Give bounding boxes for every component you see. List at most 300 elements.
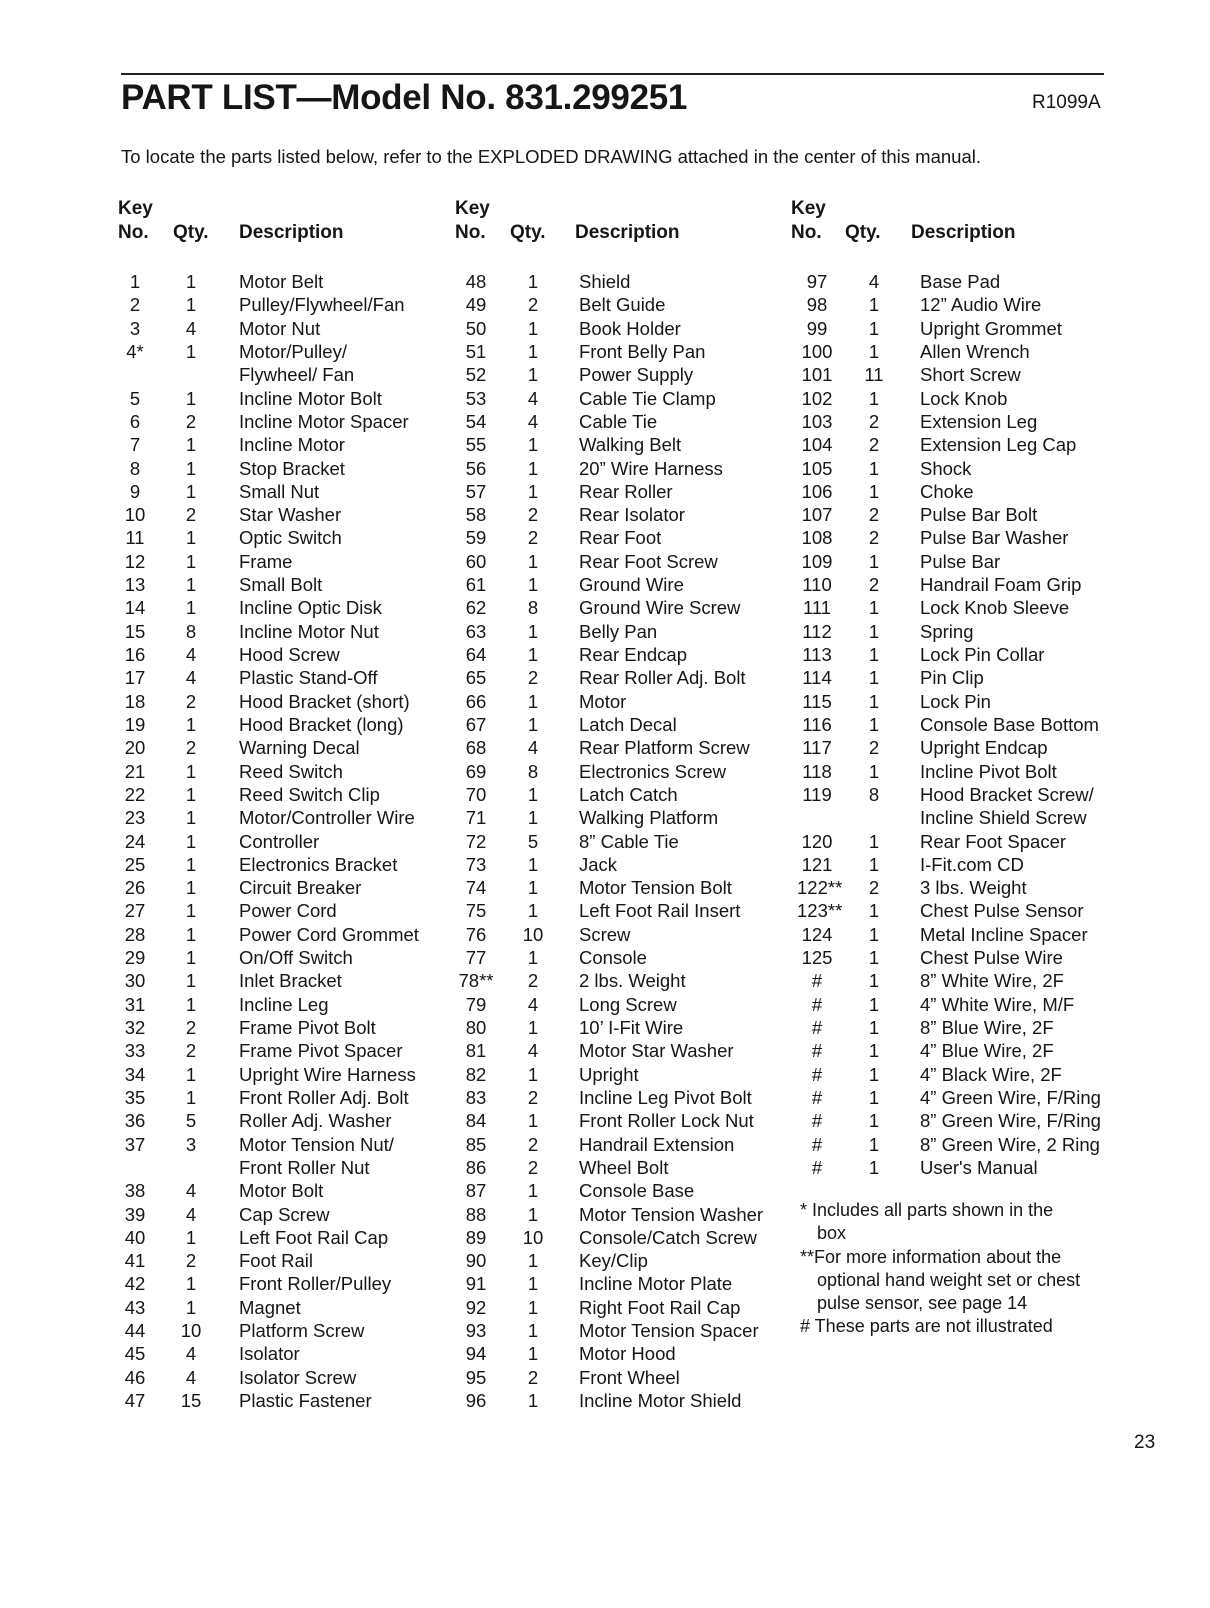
part-description: Controller: [239, 830, 320, 852]
part-key-number: 112: [802, 620, 832, 642]
part-key-number: 122**: [797, 877, 843, 899]
part-quantity: 1: [527, 1343, 539, 1365]
part-quantity: 1: [185, 713, 197, 735]
header-description-1: Description: [239, 222, 344, 243]
part-quantity: 2: [868, 877, 880, 899]
footnote-not-illustrated: # These parts are not illustrated: [800, 1316, 1053, 1337]
part-key-number: 83: [465, 1086, 487, 1108]
part-quantity: 1: [527, 900, 539, 922]
part-description: Pin Clip: [920, 667, 984, 689]
part-key-number: #: [811, 1110, 823, 1132]
part-quantity: 1: [185, 480, 197, 502]
part-key-number: #: [811, 1017, 823, 1038]
part-description: Incline Motor Shield: [579, 1390, 742, 1411]
part-quantity: 1: [185, 853, 197, 875]
part-description: Frame Pivot Bolt: [239, 1017, 376, 1038]
part-key-number: 37: [124, 1133, 146, 1155]
part-key-number: 47: [124, 1390, 146, 1411]
part-key-number: 117: [802, 737, 832, 759]
part-quantity: 1: [868, 457, 880, 479]
part-description: Motor/Pulley/: [239, 340, 347, 362]
part-description: Belt Guide: [579, 294, 666, 316]
part-quantity: 8: [868, 783, 880, 805]
part-key-number: 14: [124, 597, 146, 619]
part-quantity: 1: [185, 900, 197, 922]
part-description: Console: [579, 947, 647, 969]
part-key-number: 67: [465, 713, 487, 735]
part-key-number: #: [811, 1086, 823, 1108]
part-description: 8” Green Wire, 2 Ring: [920, 1133, 1100, 1155]
part-quantity: 1: [868, 1063, 880, 1085]
part-description: Wheel Bolt: [579, 1156, 669, 1178]
part-key-number: 15: [124, 620, 146, 642]
part-quantity: 1: [868, 1040, 880, 1062]
document-code: R1099A: [1032, 92, 1101, 113]
part-description: Front Roller Adj. Bolt: [239, 1086, 409, 1108]
part-quantity: 1: [868, 900, 880, 922]
part-quantity: 5: [185, 1110, 197, 1132]
part-key-number: 55: [465, 434, 487, 456]
part-quantity: 1: [527, 690, 539, 712]
part-key-number: 29: [124, 947, 146, 969]
part-key-number: 73: [465, 853, 487, 875]
part-key-number: 87: [465, 1180, 487, 1202]
footnote-more-info: **For more information about the: [800, 1246, 1062, 1267]
part-quantity: 1: [185, 271, 197, 292]
part-description: Pulse Bar Washer: [920, 527, 1069, 549]
part-description: Rear Foot Spacer: [920, 830, 1067, 852]
part-description: Pulse Bar: [920, 550, 1001, 572]
part-description: Incline Motor: [239, 434, 345, 456]
part-description: Rear Foot Screw: [579, 550, 718, 572]
part-quantity: 2: [527, 1156, 539, 1178]
part-description: Small Bolt: [239, 574, 323, 596]
part-description: Power Cord: [239, 900, 337, 922]
part-description: 10’ I-Fit Wire: [579, 1017, 684, 1038]
part-quantity: 1: [527, 807, 539, 829]
part-key-number: 116: [802, 713, 832, 735]
part-quantity: 2: [185, 690, 197, 712]
footnote-more-info-cont-2: pulse sensor, see page 14: [817, 1293, 1028, 1314]
part-key-number: 58: [465, 504, 487, 526]
part-quantity: 4: [527, 737, 539, 759]
part-key-number: #: [811, 1156, 823, 1178]
part-key-number: 13: [124, 574, 146, 596]
part-quantity: 1: [868, 690, 880, 712]
part-key-number: #: [811, 1040, 823, 1062]
part-key-number: 79: [465, 993, 487, 1015]
part-key-number: 81: [465, 1040, 487, 1062]
part-description: Lock Knob: [920, 387, 1008, 409]
part-description: 4” Green Wire, F/Ring: [920, 1086, 1101, 1108]
part-key-number: 5: [129, 387, 141, 409]
part-description: Console Base: [579, 1180, 695, 1202]
part-quantity: 4: [185, 1366, 197, 1388]
part-quantity: 2: [868, 527, 880, 549]
part-key-number: 101: [801, 364, 833, 386]
part-key-number: 41: [124, 1250, 146, 1272]
part-quantity: 4: [527, 410, 539, 432]
part-key-number: 43: [124, 1296, 146, 1318]
part-key-number: 70: [465, 783, 487, 805]
part-key-number: 76: [465, 923, 487, 945]
part-key-number: 84: [465, 1110, 487, 1132]
part-description: Ground Wire: [579, 574, 684, 596]
part-quantity: 1: [868, 1086, 880, 1108]
part-key-number: 57: [465, 480, 487, 502]
part-description: Console/Catch Screw: [579, 1226, 757, 1248]
footnote-included-parts: * Includes all parts shown in the: [800, 1200, 1054, 1220]
part-description: 8” White Wire, 2F: [920, 970, 1064, 992]
part-description: Incline Motor Plate: [579, 1273, 733, 1295]
part-description: Choke: [920, 480, 974, 502]
part-description: Magnet: [239, 1296, 301, 1318]
part-description: Long Screw: [579, 993, 677, 1015]
part-quantity: 1: [527, 644, 539, 665]
part-quantity: 1: [868, 294, 880, 316]
part-key-number: 124: [801, 923, 833, 945]
part-quantity: 1: [868, 970, 880, 992]
part-description: Latch Decal: [579, 713, 677, 735]
part-description: Motor Tension Spacer: [579, 1320, 759, 1342]
part-quantity: 8: [185, 620, 197, 642]
part-description: Incline Pivot Bolt: [920, 760, 1057, 782]
part-description: Frame: [239, 550, 293, 572]
header-qty-3: Qty.: [845, 222, 881, 243]
footnotes: [800, 1199, 1080, 1339]
part-description: Left Foot Rail Cap: [239, 1226, 389, 1248]
part-key-number: 123**: [797, 900, 843, 922]
part-description: Front Belly Pan: [579, 340, 706, 362]
part-quantity: 1: [868, 923, 880, 945]
part-key-number: 75: [465, 900, 487, 922]
part-quantity: 1: [185, 550, 197, 572]
part-quantity: 1: [185, 1296, 197, 1318]
part-quantity: 1: [868, 993, 880, 1015]
part-description: 4” White Wire, M/F: [920, 993, 1075, 1015]
part-key-number: 65: [465, 667, 487, 689]
part-description: Upright Grommet: [920, 317, 1062, 339]
part-description: 4” Blue Wire, 2F: [920, 1040, 1054, 1062]
part-quantity: 1: [527, 574, 539, 596]
part-description: Key/Clip: [579, 1250, 648, 1272]
part-description: Metal Incline Spacer: [920, 923, 1088, 945]
part-description: Power Supply: [579, 364, 694, 386]
part-key-number: 107: [801, 504, 833, 526]
part-key-number: 44: [124, 1320, 146, 1342]
part-quantity: 1: [527, 1273, 539, 1295]
part-quantity: 1: [868, 713, 880, 735]
part-quantity: 10: [522, 923, 544, 945]
part-description: Hood Bracket (short): [239, 690, 410, 712]
part-description: Pulse Bar Bolt: [920, 504, 1038, 526]
part-quantity: 2: [185, 410, 197, 432]
part-description: Incline Optic Disk: [239, 597, 382, 619]
part-description: 4” Black Wire, 2F: [920, 1063, 1062, 1085]
part-description: Hood Bracket Screw/: [920, 783, 1094, 805]
part-description: On/Off Switch: [239, 947, 353, 969]
part-key-number: 103: [801, 410, 833, 432]
header-qty-2: Qty.: [510, 222, 546, 243]
part-key-number: 93: [465, 1320, 487, 1342]
part-quantity: 1: [527, 783, 539, 805]
part-description: Inlet Bracket: [239, 970, 342, 992]
part-description: Flywheel/ Fan: [239, 364, 355, 386]
part-quantity: 1: [527, 1180, 539, 1202]
part-quantity: 1: [185, 597, 197, 619]
part-quantity: 1: [527, 713, 539, 735]
part-description: Upright: [579, 1063, 639, 1085]
part-description: Motor Star Washer: [579, 1040, 734, 1062]
part-description: User's Manual: [920, 1156, 1038, 1178]
part-description: Short Screw: [920, 364, 1021, 386]
part-quantity: 1: [868, 853, 880, 875]
part-key-number: 89: [465, 1226, 487, 1248]
part-description: Allen Wrench: [920, 340, 1030, 362]
part-quantity: 1: [527, 434, 539, 456]
part-quantity: 10: [180, 1320, 202, 1342]
part-key-number: 23: [124, 807, 146, 829]
part-quantity: 1: [868, 620, 880, 642]
part-description: Isolator Screw: [239, 1366, 357, 1388]
part-quantity: 4: [185, 317, 197, 339]
part-quantity: 1: [527, 1063, 539, 1085]
part-key-number: 50: [465, 317, 487, 339]
header-qty-1: Qty.: [173, 222, 209, 243]
part-key-number: #: [811, 1133, 823, 1155]
part-quantity: 1: [527, 947, 539, 969]
part-description: Incline Motor Nut: [239, 620, 379, 642]
part-description: I-Fit.com CD: [920, 853, 1024, 875]
part-key-number: 115: [802, 690, 832, 712]
part-description: Optic Switch: [239, 527, 342, 549]
part-quantity: 2: [868, 737, 880, 759]
part-key-number: 120: [801, 830, 833, 852]
part-quantity: 1: [185, 970, 197, 992]
part-quantity: 1: [527, 364, 539, 386]
part-key-number: #: [811, 993, 823, 1015]
part-description: Motor Tension Nut/: [239, 1133, 394, 1155]
part-key-number: 34: [124, 1063, 146, 1085]
part-quantity: 1: [527, 1203, 539, 1225]
part-description: Motor Hood: [579, 1343, 676, 1365]
part-quantity: 1: [527, 1017, 539, 1038]
part-quantity: 1: [185, 1273, 197, 1295]
part-key-number: 125: [801, 947, 833, 969]
part-quantity: 1: [527, 853, 539, 875]
part-quantity: 15: [180, 1390, 202, 1411]
part-quantity: 2: [527, 1366, 539, 1388]
part-description: Extension Leg Cap: [920, 434, 1077, 456]
part-key-number: 114: [802, 667, 832, 689]
part-description: Latch Catch: [579, 783, 678, 805]
part-description: Rear Platform Screw: [579, 737, 750, 759]
part-key-number: 66: [465, 690, 487, 712]
part-quantity: 1: [527, 1320, 539, 1342]
part-key-number: 33: [124, 1040, 146, 1062]
part-key-number: 24: [124, 830, 146, 852]
part-quantity: 1: [185, 434, 197, 456]
part-key-number: 111: [802, 597, 832, 619]
part-key-number: 39: [124, 1203, 146, 1225]
part-description: Pulley/Flywheel/Fan: [239, 294, 405, 316]
part-key-number: #: [811, 970, 823, 992]
part-description: Walking Belt: [579, 434, 682, 456]
part-quantity: 1: [868, 387, 880, 409]
part-description: 8” Blue Wire, 2F: [920, 1017, 1054, 1038]
part-description: 3 lbs. Weight: [920, 877, 1027, 899]
part-key-number: 32: [124, 1017, 146, 1038]
part-description: Platform Screw: [239, 1320, 365, 1342]
part-quantity: 4: [185, 1180, 197, 1202]
footnote-included-parts-cont: box: [817, 1223, 847, 1244]
part-key-number: 59: [465, 527, 487, 549]
part-key-number: 98: [806, 294, 828, 316]
part-key-number: 118: [802, 760, 832, 782]
part-description: Cable Tie: [579, 410, 658, 432]
part-quantity: 2: [185, 1250, 197, 1272]
part-key-number: 78**: [458, 970, 494, 992]
header-description-2: Description: [575, 222, 680, 243]
part-key-number: 97: [806, 271, 828, 292]
part-key-number: 18: [124, 690, 146, 712]
part-quantity: 1: [185, 877, 197, 899]
intro-text: To locate the parts listed below, refer to the EXPLODED DRAWING attached in the center of this manual.: [121, 146, 981, 167]
part-key-number: 94: [465, 1343, 487, 1365]
part-description: Incline Shield Screw: [920, 807, 1087, 829]
part-description: Reed Switch: [239, 760, 343, 782]
part-description: Warning Decal: [239, 737, 360, 759]
part-description: Star Washer: [239, 504, 342, 526]
part-description: Front Roller Nut: [239, 1156, 370, 1178]
header-no-1: No.: [118, 222, 149, 243]
part-key-number: 35: [124, 1086, 146, 1108]
part-key-number: 17: [124, 667, 146, 689]
part-key-number: 53: [465, 387, 487, 409]
part-quantity: 5: [527, 830, 539, 852]
part-description: Cable Tie Clamp: [579, 387, 716, 409]
part-key-number: 99: [806, 317, 828, 339]
part-key-number: 21: [124, 760, 146, 782]
part-key-number: 1: [129, 271, 141, 292]
part-quantity: 1: [527, 620, 539, 642]
part-key-number: 85: [465, 1133, 487, 1155]
part-key-number: 10: [124, 504, 146, 526]
part-description: Front Wheel: [579, 1366, 680, 1388]
part-quantity: 1: [527, 480, 539, 502]
part-quantity: 1: [185, 574, 197, 596]
part-quantity: 1: [185, 783, 197, 805]
part-description: Small Nut: [239, 480, 320, 502]
part-description: Front Roller Lock Nut: [579, 1110, 754, 1132]
part-quantity: 1: [185, 1086, 197, 1108]
part-quantity: 4: [185, 1203, 197, 1225]
part-quantity: 4: [185, 667, 197, 689]
part-quantity: 1: [868, 667, 880, 689]
part-key-number: 3: [129, 317, 141, 339]
part-key-number: 119: [802, 783, 832, 805]
part-key-number: 68: [465, 737, 487, 759]
part-key-number: 36: [124, 1110, 146, 1132]
part-key-number: 95: [465, 1366, 487, 1388]
part-key-number: 7: [129, 434, 141, 456]
part-key-number: 86: [465, 1156, 487, 1178]
part-quantity: 2: [527, 527, 539, 549]
part-description: Electronics Screw: [579, 760, 727, 782]
part-quantity: 1: [185, 527, 197, 549]
header-no-3: No.: [791, 222, 822, 243]
part-description: Upright Endcap: [920, 737, 1048, 759]
part-quantity: 3: [185, 1133, 197, 1155]
part-quantity: 1: [868, 644, 880, 665]
part-quantity: 4: [185, 644, 197, 665]
part-key-number: 25: [124, 853, 146, 875]
part-quantity: 2: [527, 667, 539, 689]
part-key-number: 82: [465, 1063, 487, 1085]
page-number: 23: [1134, 1432, 1156, 1453]
part-key-number: 31: [124, 993, 146, 1015]
part-description: Left Foot Rail Insert: [579, 900, 741, 922]
part-key-number: 12: [124, 550, 146, 572]
part-key-number: 72: [465, 830, 487, 852]
part-description: Power Cord Grommet: [239, 923, 419, 945]
part-description: Cap Screw: [239, 1203, 330, 1225]
part-description: Hood Bracket (long): [239, 713, 404, 735]
part-quantity: 2: [868, 410, 880, 432]
part-description: Console Base Bottom: [920, 713, 1099, 735]
part-quantity: 1: [527, 317, 539, 339]
part-quantity: 4: [868, 271, 880, 292]
part-quantity: 1: [527, 550, 539, 572]
part-quantity: 1: [185, 993, 197, 1015]
part-key-number: 102: [801, 387, 833, 409]
part-quantity: 1: [868, 480, 880, 502]
part-description: Screw: [579, 923, 631, 945]
part-key-number: 40: [124, 1226, 146, 1248]
part-description: Right Foot Rail Cap: [579, 1296, 741, 1318]
part-quantity: 1: [527, 1110, 539, 1132]
part-description: Handrail Extension: [579, 1133, 735, 1155]
part-quantity: 1: [868, 317, 880, 339]
part-key-number: 110: [802, 574, 832, 596]
part-key-number: 6: [129, 410, 141, 432]
part-quantity: 2: [868, 504, 880, 526]
part-quantity: 1: [868, 1110, 880, 1132]
part-key-number: 9: [129, 480, 141, 502]
part-description: Circuit Breaker: [239, 877, 362, 899]
part-quantity: 1: [868, 1156, 880, 1178]
part-quantity: 11: [864, 364, 884, 386]
part-description: Jack: [579, 853, 618, 875]
part-quantity: 4: [185, 1343, 197, 1365]
part-quantity: 1: [185, 947, 197, 969]
part-description: Rear Foot: [579, 527, 662, 549]
part-quantity: 1: [868, 550, 880, 572]
part-key-number: 46: [124, 1366, 146, 1388]
header-description-3: Description: [911, 222, 1016, 243]
part-key-number: 11: [125, 527, 145, 549]
part-description: Lock Pin: [920, 690, 991, 712]
part-key-number: 26: [124, 877, 146, 899]
part-description: Base Pad: [920, 271, 1001, 292]
part-quantity: 2: [185, 737, 197, 759]
part-key-number: 61: [465, 574, 487, 596]
part-quantity: 1: [185, 1226, 197, 1248]
part-description: Lock Knob Sleeve: [920, 597, 1070, 619]
part-description: 12” Audio Wire: [920, 294, 1042, 316]
part-key-number: 100: [801, 340, 833, 362]
part-quantity: 1: [527, 1390, 539, 1411]
